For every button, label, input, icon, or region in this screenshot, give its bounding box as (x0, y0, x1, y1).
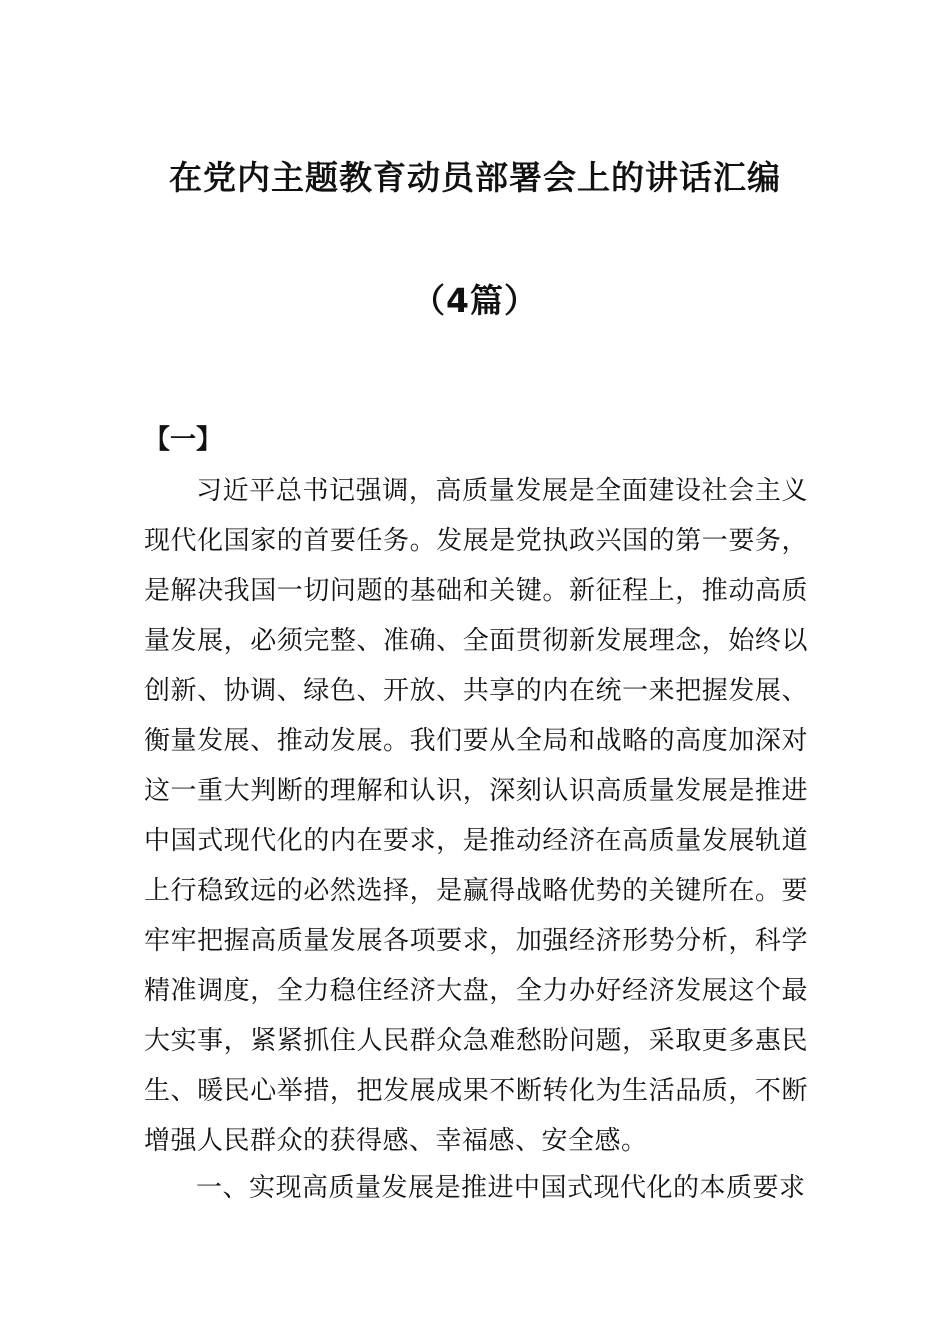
body-paragraph: 习近平总书记强调，高质量发展是全面建设社会主义现代化国家的首要任务。发展是党执政兴国的第一要务，是解决我国一切问题的基础和关键。新征程上，推动高质量发展，必须完整、准确、全面贯彻新发展理念，始终以创新、协调、绿色、开放、共享的内在统一来把握发展、衡量发展、推动发展。我们要从全局和战略的高度加深对这一重大判断的理解和认识，深刻认识高质量发展是推进中国式现代化的内在要求，是推动经济在高质量发展轨道上行稳致远的必然选择，是赢得战略优势的关键所在。要牢牢把握高质量发展各项要求，加强经济形势分析，科学精准调度，全力稳住经济大盘，全力办好经济发展这个最大实事，紧紧抓住人民群众急难愁盼问题，采取更多惠民生、暖民心举措，把发展成果不断转化为生活品质，不断增强人民群众的获得感、幸福感、安全感。 (144, 476, 808, 1156)
section-label: 【一】 (144, 425, 223, 455)
section-heading: 一、实现高质量发展是推进中国式现代化的本质要求 (196, 1173, 806, 1203)
document-title-line-1: 在党内主题教育动员部署会上的讲话汇编 (169, 158, 781, 197)
document-title-line-2: （4篇） (412, 281, 538, 320)
